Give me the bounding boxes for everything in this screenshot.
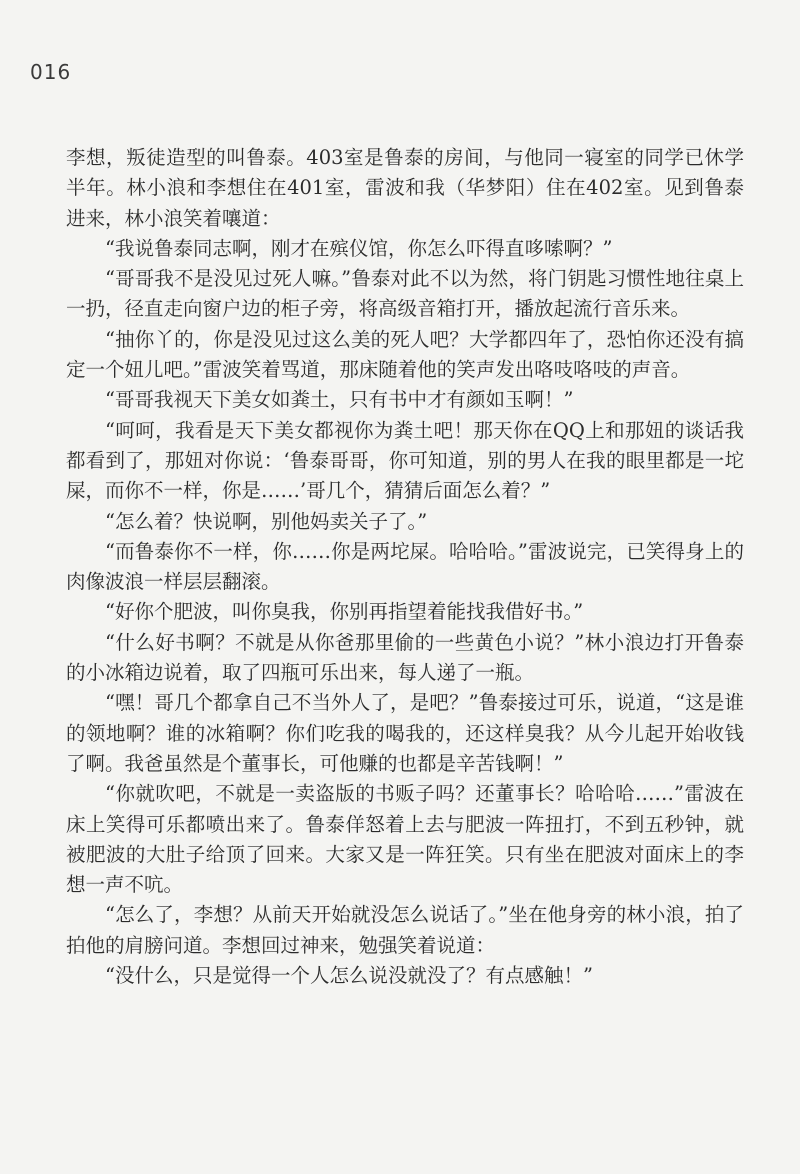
paragraph: “怎么着？快说啊，别他妈卖关子了。”	[105, 509, 428, 533]
paragraph: “怎么了，李想？从前天开始就没怎么说话了。”坐在他身旁的林小浪，拍了拍他的肩膀问道。李想回过神来，勉强笑着说道：	[66, 903, 744, 957]
paragraph: “你就吹吧，不就是一卖盗版的书贩子吗？还董事长？哈哈哈……”雷波在床上笑得可乐都喷出来了。鲁泰佯怒着上去与肥波一阵扭打，不到五秒钟，就被肥波的大肚子给顶了回来。大家又是一阵狂笑。只有坐在肥波对面床上的李想一声不吭。	[66, 782, 744, 897]
paragraph: “什么好书啊？不就是从你爸那里偷的一些黄色小说？”林小浪边打开鲁泰的小冰箱边说着，取了四瓶可乐出来，每人递了一瓶。	[66, 630, 744, 685]
body-text	[66, 143, 744, 991]
paragraph: 李想，叛徒造型的叫鲁泰。403室是鲁泰的房间，与他同一寝室的同学已休学半年。林小浪和李想住在401室，雷波和我（华梦阳）住在402室。见到鲁泰进来，林小浪笑着嚷道：	[66, 146, 744, 230]
paragraph: “哥哥我视天下美女如粪土，只有书中才有颜如玉啊！”	[105, 388, 574, 412]
paragraph: “呵呵，我看是天下美女都视你为粪土吧！那天你在QQ上和那妞的谈话我都看到了，那妞对你说：‘鲁泰哥哥，你可知道，别的男人在我的眼里都是一坨屎，而你不一样，你是……’哥几个，猜猜后面怎么着？”	[66, 418, 744, 503]
paragraph: “而鲁泰你不一样，你……你是两坨屎。哈哈哈。”雷波说完，已笑得身上的肉像波浪一样层层翻滚。	[66, 539, 744, 594]
page-number: 016	[30, 60, 72, 84]
paragraph: “哥哥我不是没见过死人嘛。”鲁泰对此不以为然，将门钥匙习惯性地往桌上一扔，径直走向窗户边的柜子旁，将高级音箱打开，播放起流行音乐来。	[66, 267, 744, 321]
paragraph: “抽你丫的，你是没见过这么美的死人吧？大学都四年了，恐怕你还没有搞定一个妞儿吧。”雷波笑着骂道，那床随着他的笑声发出咯吱咯吱的声音。	[66, 327, 744, 382]
paragraph: “好你个肥波，叫你臭我，你别再指望着能找我借好书。”	[105, 600, 584, 624]
paragraph: “没什么，只是觉得一个人怎么说没就没了？有点感触！”	[105, 964, 593, 988]
paragraph: “我说鲁泰同志啊，刚才在殡仪馆，你怎么吓得直哆嗦啊？”	[105, 236, 613, 260]
paragraph: “嘿！哥几个都拿自己不当外人了，是吧？”鲁泰接过可乐，说道，“这是谁的领地啊？谁的冰箱啊？你们吃我的喝我的，还这样臭我？从今儿起开始收钱了啊。我爸虽然是个董事长，可他赚的也都是辛苦钱啊！”	[66, 691, 744, 775]
